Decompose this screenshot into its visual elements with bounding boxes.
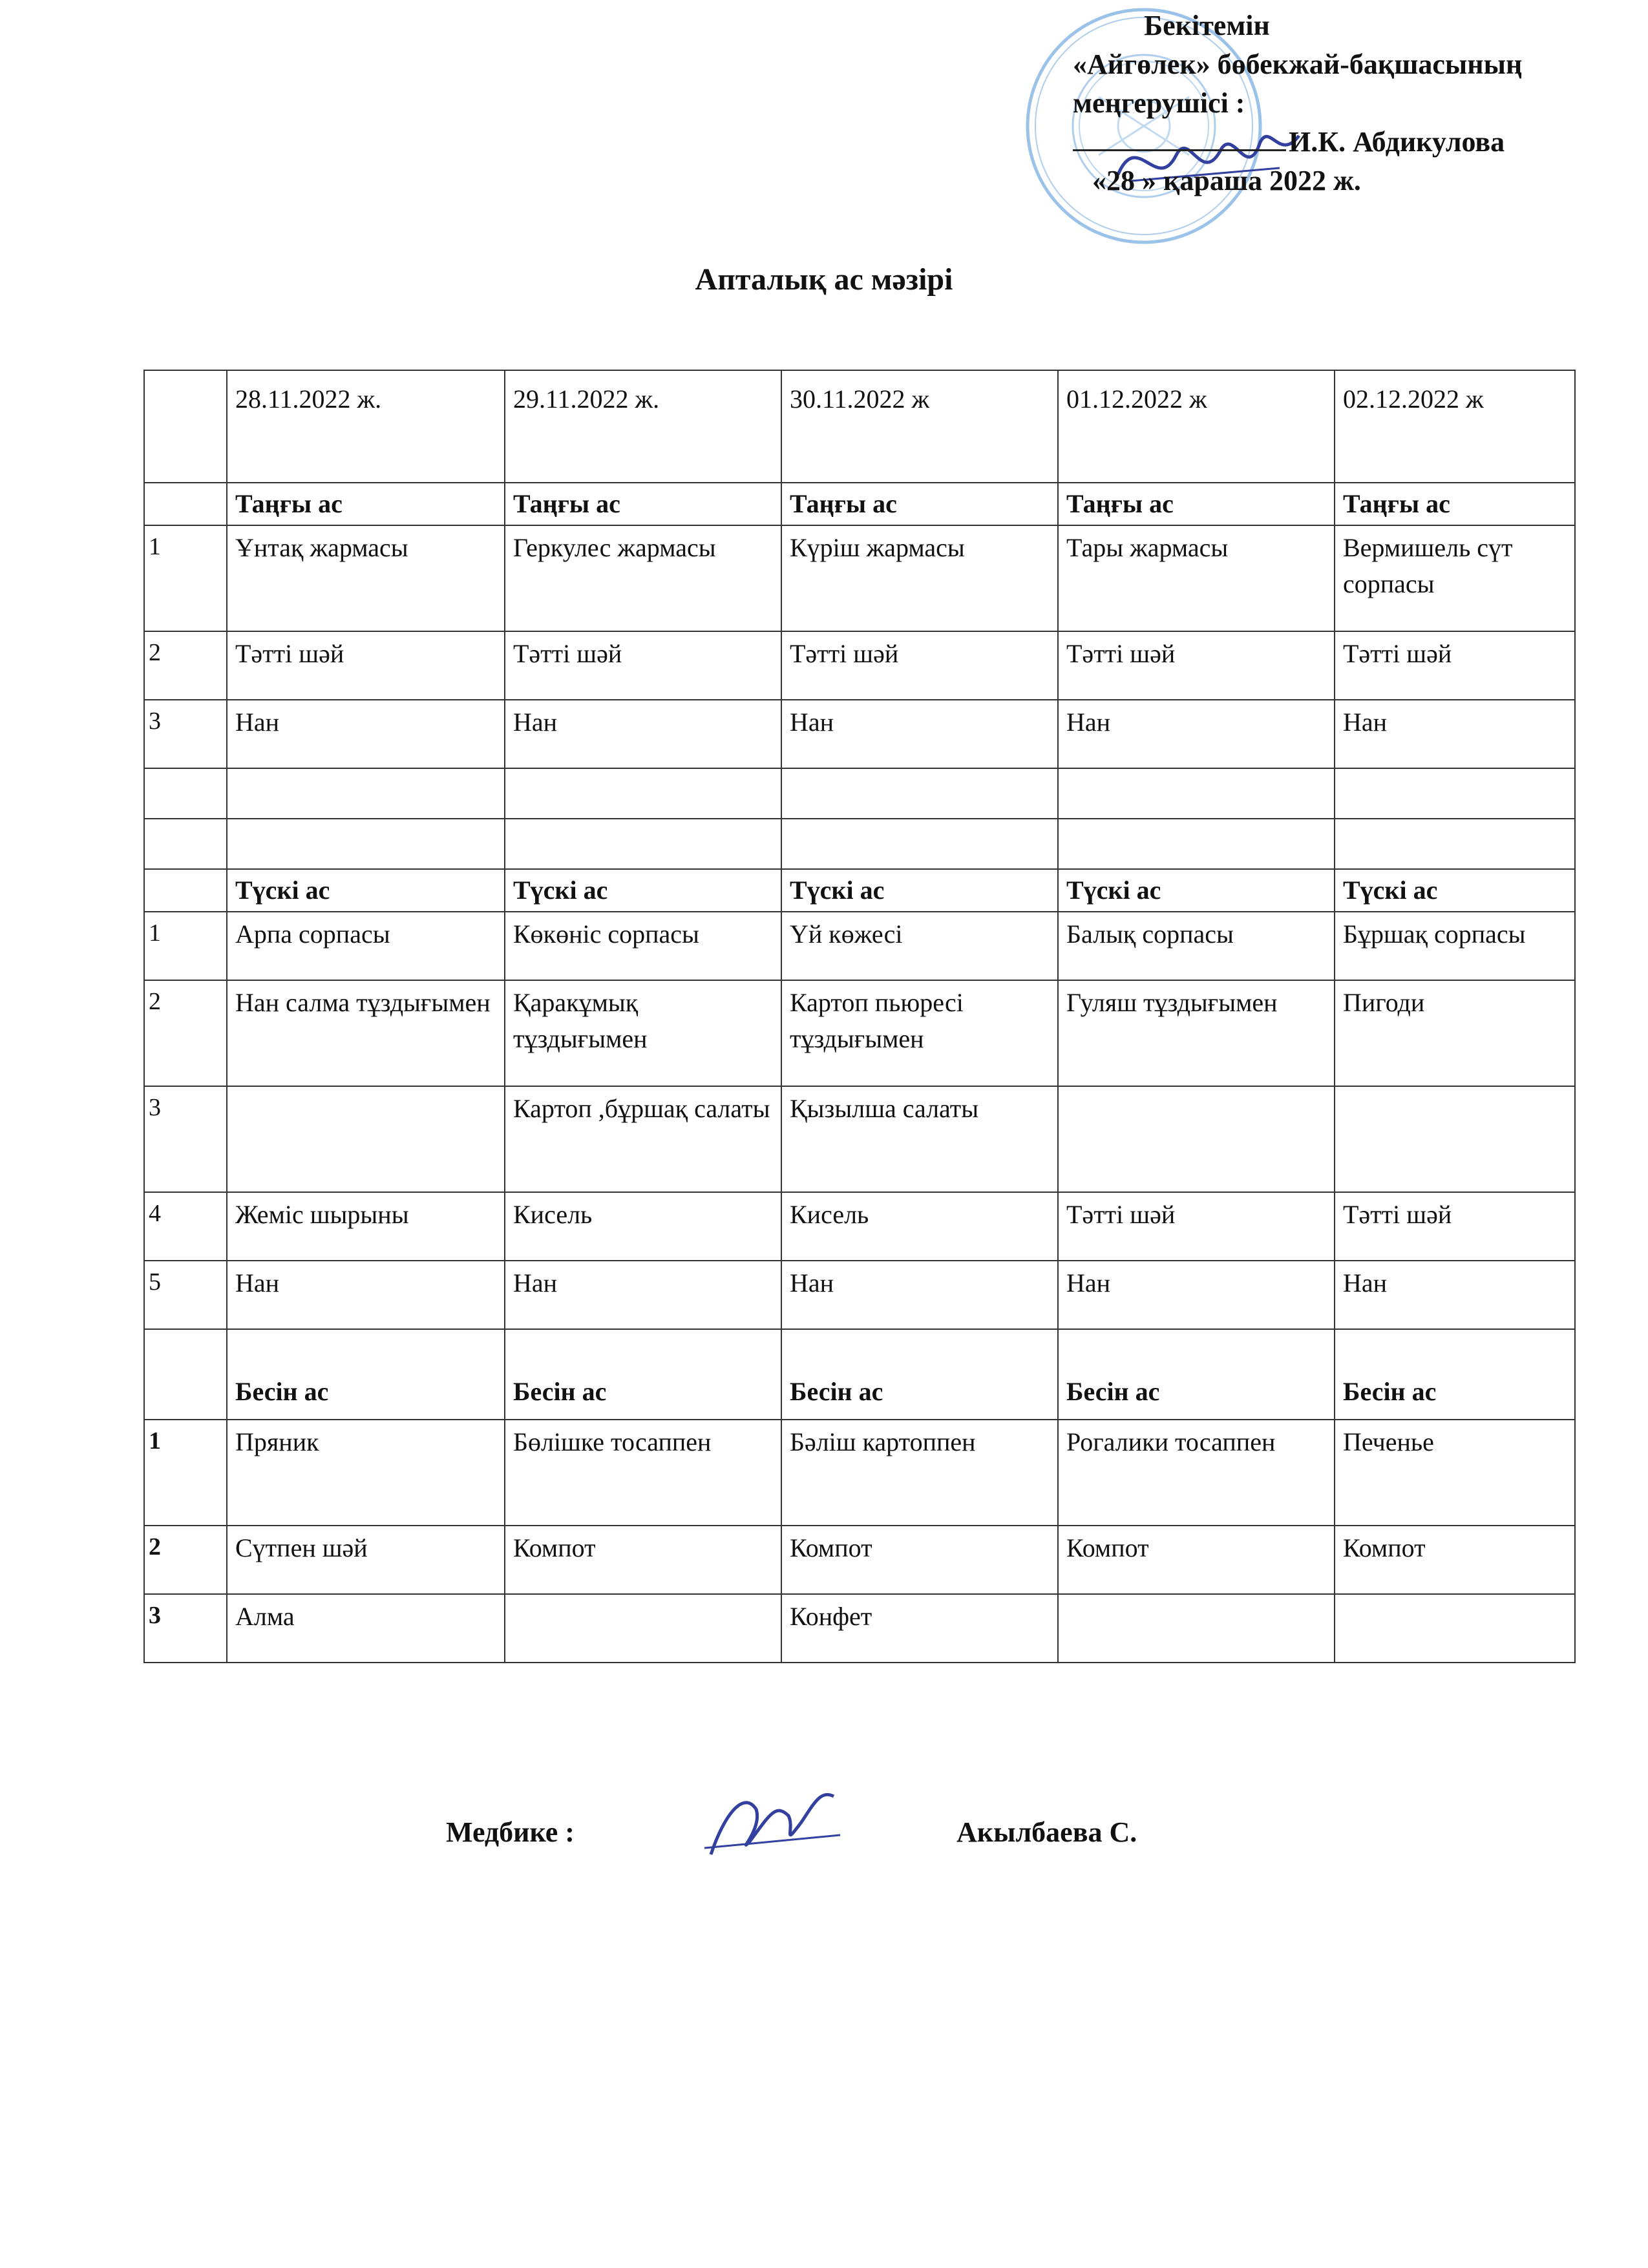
table-row bbox=[144, 869, 1575, 912]
approval-block bbox=[1073, 6, 1629, 200]
menu-item: Нан bbox=[781, 700, 1058, 768]
date-header: 01.12.2022 ж bbox=[1058, 370, 1335, 483]
empty-cell bbox=[1058, 768, 1335, 819]
menu-item: Нан bbox=[227, 1261, 505, 1329]
approval-line-2: «Айгөлек» бөбекжай-бақшасының bbox=[1073, 48, 1523, 80]
menu-item: Пряник bbox=[227, 1420, 505, 1526]
document-title: Апталық ас мәзірі bbox=[695, 262, 953, 297]
menu-item: Нан bbox=[505, 1261, 781, 1329]
breakfast-heading: Таңғы ас bbox=[1335, 483, 1575, 525]
row-number: 2 bbox=[144, 631, 227, 700]
row-number: 4 bbox=[144, 1192, 227, 1261]
row-number: 1 bbox=[144, 525, 227, 631]
row-number: 5 bbox=[144, 1261, 227, 1329]
menu-item: Компот bbox=[1335, 1526, 1575, 1594]
menu-item: Бөлішке тосаппен bbox=[505, 1420, 781, 1526]
empty-cell bbox=[505, 768, 781, 819]
menu-item: Печенье bbox=[1335, 1420, 1575, 1526]
menu-item: Компот bbox=[781, 1526, 1058, 1594]
approval-line-3: меңгерушісі : bbox=[1073, 87, 1245, 119]
table-row bbox=[144, 1086, 1575, 1192]
menu-item: Компот bbox=[1058, 1526, 1335, 1594]
row-number: 1 bbox=[144, 1420, 227, 1526]
row-number: 1 bbox=[144, 912, 227, 980]
menu-item: Картоп ,бұршақ салаты bbox=[505, 1086, 781, 1192]
table-row bbox=[144, 1329, 1575, 1420]
empty-cell bbox=[144, 819, 227, 869]
menu-item: Алма bbox=[227, 1594, 505, 1663]
menu-item: Картоп пьюресі тұздығымен bbox=[781, 980, 1058, 1086]
menu-item: Нан bbox=[1335, 700, 1575, 768]
empty-cell bbox=[227, 819, 505, 869]
date-header: 30.11.2022 ж bbox=[781, 370, 1058, 483]
approval-line-4 bbox=[1073, 123, 1629, 162]
breakfast-heading: Таңғы ас bbox=[505, 483, 781, 525]
menu-item: Пигоди bbox=[1335, 980, 1575, 1086]
menu-item: Тәтті шәй bbox=[1335, 1192, 1575, 1261]
menu-item: Геркулес жармасы bbox=[505, 525, 781, 631]
section-num-cell bbox=[144, 483, 227, 525]
lunch-heading: Түскі ас bbox=[505, 869, 781, 912]
menu-item: Арпа сорпасы bbox=[227, 912, 505, 980]
snack-heading: Бесін ас bbox=[1335, 1329, 1575, 1420]
table-row bbox=[144, 768, 1575, 819]
menu-item: Тәтті шәй bbox=[1335, 631, 1575, 700]
menu-item: Нан bbox=[1058, 1261, 1335, 1329]
menu-item: Вермишель сүт сорпасы bbox=[1335, 525, 1575, 631]
snack-heading: Бесін ас bbox=[227, 1329, 505, 1420]
menu-item bbox=[1335, 1594, 1575, 1663]
empty-cell bbox=[781, 768, 1058, 819]
lunch-heading: Түскі ас bbox=[227, 869, 505, 912]
director-name: И.К. Абдикулова bbox=[1289, 126, 1505, 158]
menu-item: Жеміс шырыны bbox=[227, 1192, 505, 1261]
menu-item: Нан салма тұздығымен bbox=[227, 980, 505, 1086]
nurse-role-label: Медбике : bbox=[446, 1816, 575, 1848]
menu-item: Бәліш картоппен bbox=[781, 1420, 1058, 1526]
menu-item: Конфет bbox=[781, 1594, 1058, 1663]
row-number: 3 bbox=[144, 700, 227, 768]
date-header: 02.12.2022 ж bbox=[1335, 370, 1575, 483]
menu-item: Нан bbox=[1058, 700, 1335, 768]
table-row bbox=[144, 483, 1575, 525]
table-row bbox=[144, 1420, 1575, 1526]
table-row bbox=[144, 980, 1575, 1086]
snack-heading: Бесін ас bbox=[781, 1329, 1058, 1420]
menu-item: Нан bbox=[505, 700, 781, 768]
lunch-heading: Түскі ас bbox=[1058, 869, 1335, 912]
menu-item: Балық сорпасы bbox=[1058, 912, 1335, 980]
table-row bbox=[144, 525, 1575, 631]
signature-line bbox=[1073, 127, 1286, 151]
menu-item: Тәтті шәй bbox=[781, 631, 1058, 700]
menu-item: Қызылша салаты bbox=[781, 1086, 1058, 1192]
empty-cell bbox=[1335, 819, 1575, 869]
table-row bbox=[144, 819, 1575, 869]
breakfast-heading: Таңғы ас bbox=[781, 483, 1058, 525]
menu-item bbox=[505, 1594, 781, 1663]
menu-item: Бұршақ сорпасы bbox=[1335, 912, 1575, 980]
table-row bbox=[144, 1526, 1575, 1594]
menu-item bbox=[1058, 1594, 1335, 1663]
menu-item: Сүтпен шәй bbox=[227, 1526, 505, 1594]
empty-cell bbox=[781, 819, 1058, 869]
menu-item: Ұнтақ жармасы bbox=[227, 525, 505, 631]
menu-item: Кисель bbox=[505, 1192, 781, 1261]
menu-item: Нан bbox=[781, 1261, 1058, 1329]
menu-item: Кисель bbox=[781, 1192, 1058, 1261]
lunch-heading: Түскі ас bbox=[1335, 869, 1575, 912]
menu-item bbox=[227, 1086, 505, 1192]
table-row bbox=[144, 1261, 1575, 1329]
empty-cell bbox=[505, 819, 781, 869]
menu-item: Үй көжесі bbox=[781, 912, 1058, 980]
table-row bbox=[144, 1192, 1575, 1261]
menu-item: Рогалики тосаппен bbox=[1058, 1420, 1335, 1526]
menu-item: Нан bbox=[1335, 1261, 1575, 1329]
menu-item: Тәтті шәй bbox=[227, 631, 505, 700]
row-number: 3 bbox=[144, 1594, 227, 1663]
row-number: 2 bbox=[144, 1526, 227, 1594]
snack-heading: Бесін ас bbox=[505, 1329, 781, 1420]
nurse-signature bbox=[698, 1777, 847, 1874]
row-number: 3 bbox=[144, 1086, 227, 1192]
menu-item: Тары жармасы bbox=[1058, 525, 1335, 631]
row-number: 2 bbox=[144, 980, 227, 1086]
empty-cell bbox=[144, 768, 227, 819]
menu-item bbox=[1058, 1086, 1335, 1192]
menu-item: Нан bbox=[227, 700, 505, 768]
approval-date: «28 » қараша 2022 ж. bbox=[1092, 165, 1361, 196]
date-header: 28.11.2022 ж. bbox=[227, 370, 505, 483]
lunch-heading: Түскі ас bbox=[781, 869, 1058, 912]
menu-item bbox=[1335, 1086, 1575, 1192]
empty-cell bbox=[1335, 768, 1575, 819]
breakfast-heading: Таңғы ас bbox=[227, 483, 505, 525]
breakfast-heading: Таңғы ас bbox=[1058, 483, 1335, 525]
empty-cell bbox=[227, 768, 505, 819]
snack-heading: Бесін ас bbox=[1058, 1329, 1335, 1420]
menu-item: Күріш жармасы bbox=[781, 525, 1058, 631]
corner-cell bbox=[144, 370, 227, 483]
weekly-menu-table bbox=[143, 370, 1576, 1663]
table-row bbox=[144, 1594, 1575, 1663]
menu-item: Қаракұмық тұздығымен bbox=[505, 980, 781, 1086]
section-num-cell bbox=[144, 869, 227, 912]
menu-item: Тәтті шәй bbox=[1058, 631, 1335, 700]
table-row bbox=[144, 700, 1575, 768]
table-row bbox=[144, 912, 1575, 980]
table-row bbox=[144, 631, 1575, 700]
approval-line-1: Бекітемін bbox=[1144, 10, 1270, 41]
date-header: 29.11.2022 ж. bbox=[505, 370, 781, 483]
menu-item: Тәтті шәй bbox=[1058, 1192, 1335, 1261]
table-row bbox=[144, 370, 1575, 483]
menu-item: Компот bbox=[505, 1526, 781, 1594]
section-num-cell bbox=[144, 1329, 227, 1420]
menu-item: Тәтті шәй bbox=[505, 631, 781, 700]
menu-item: Көкөніс сорпасы bbox=[505, 912, 781, 980]
empty-cell bbox=[1058, 819, 1335, 869]
nurse-name: Акылбаева С. bbox=[956, 1816, 1137, 1848]
menu-item: Гуляш тұздығымен bbox=[1058, 980, 1335, 1086]
